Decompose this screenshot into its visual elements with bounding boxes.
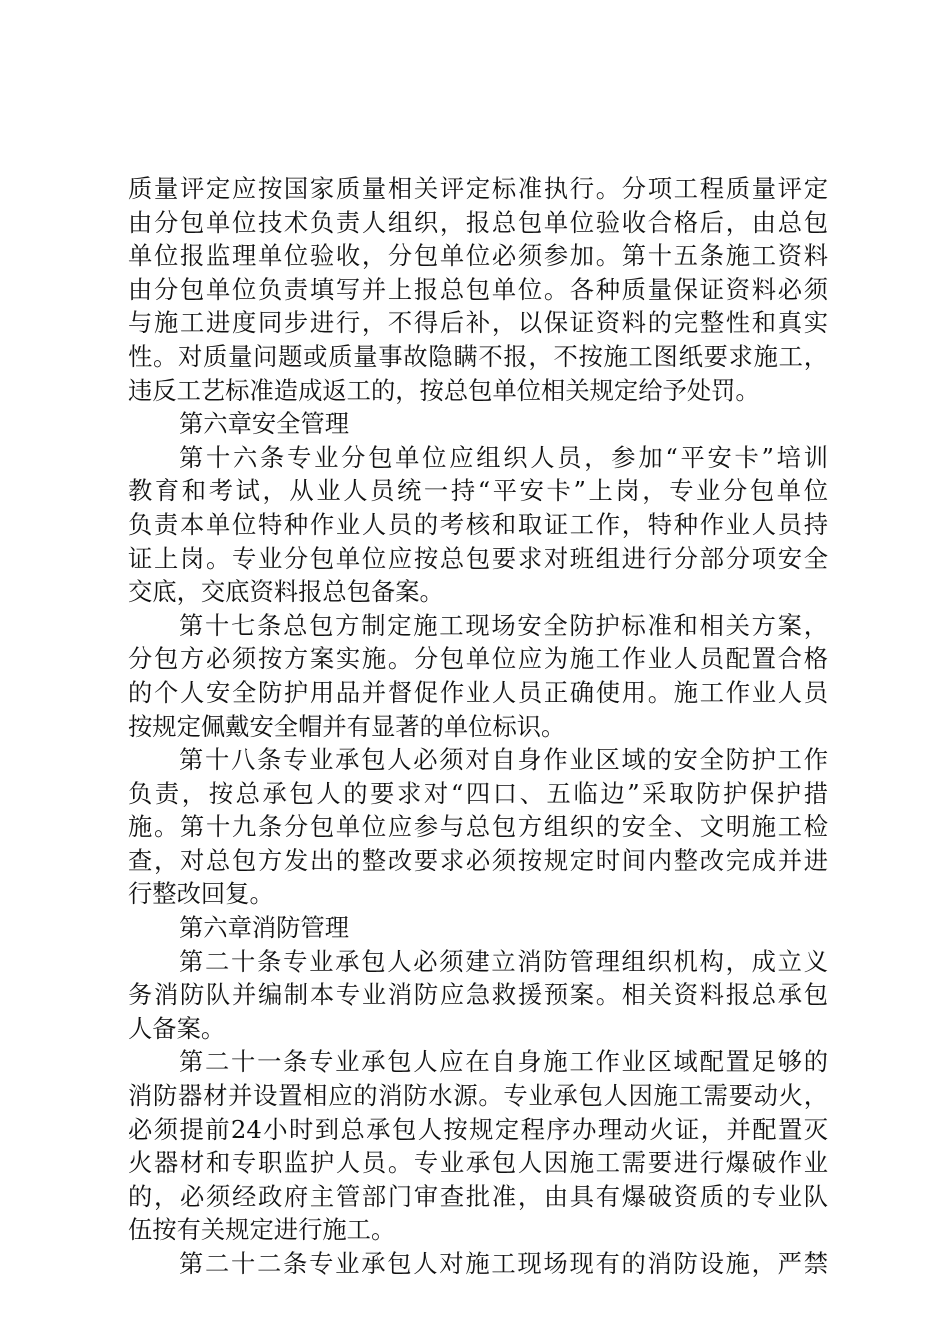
text-line: 由分包单位负责填写并上报总包单位。各种质量保证资料必须 — [128, 274, 828, 304]
text-line: 火器材和专职监护人员。专业承包人因施工需要进行爆破作业 — [128, 1148, 828, 1178]
text-line: 必须提前24小时到总承包人按规定程序办理动火证，并配置灭 — [128, 1114, 828, 1144]
text-line: 质量评定应按国家质量相关评定标准执行。分项工程质量评定 — [128, 174, 828, 203]
text-line: 按规定佩戴安全帽并有显著的单位标识。 — [128, 711, 566, 741]
text-line: 由分包单位技术负责人组织，报总包单位验收合格后，由总包 — [128, 207, 828, 237]
text-line: 与施工进度同步进行，不得后补，以保证资料的完整性和真实 — [128, 308, 828, 338]
text-line: 人备案。 — [128, 1013, 226, 1043]
text-line: 负责本单位特种作业人员的考核和取证工作，特种作业人员持 — [128, 509, 828, 539]
text-line: 务消防队并编制本专业消防应急救援预案。相关资料报总承包 — [128, 980, 828, 1010]
document-body — [128, 172, 828, 1281]
text-line: 的个人安全防护用品并督促作业人员正确使用。施工作业人员 — [128, 677, 828, 707]
text-line: 的，必须经政府主管部门审查批准，由具有爆破资质的专业队 — [128, 1181, 828, 1211]
text-line: 第二十二条专业承包人对施工现场现有的消防设施，严禁 — [179, 1249, 828, 1278]
text-line: 消防器材并设置相应的消防水源。专业承包人因施工需要动火， — [128, 1081, 828, 1111]
text-line: 第二十一条专业承包人应在自身施工作业区域配置足够的 — [179, 1047, 828, 1077]
text-line: 第十七条总包方制定施工现场安全防护标准和相关方案， — [179, 610, 828, 640]
text-line: 伍按有关规定进行施工。 — [128, 1215, 396, 1245]
text-line: 第十六条专业分包单位应组织人员，参加“平安卡”培训 — [179, 442, 828, 472]
text-line: 性。对质量问题或质量事故隐瞒不报，不按施工图纸要求施工， — [128, 341, 828, 371]
text-line: 证上岗。专业分包单位应按总包要求对班组进行分部分项安全 — [128, 543, 828, 573]
text-line: 第二十条专业承包人必须建立消防管理组织机构，成立义 — [179, 946, 828, 976]
text-line: 行整改回复。 — [128, 879, 274, 909]
text-line: 单位报监理单位验收，分包单位必须参加。第十五条施工资料 — [128, 241, 828, 271]
chapter-heading: 第六章消防管理 — [179, 913, 350, 943]
text-line: 交底，交底资料报总包备案。 — [128, 577, 444, 607]
text-line: 教育和考试，从业人员统一持“平安卡”上岗，专业分包单位 — [128, 476, 828, 506]
text-line: 负责，按总承包人的要求对“四口、五临边”采取防护保护措 — [128, 778, 828, 808]
text-line: 违反工艺标准造成返工的，按总包单位相关规定给予处罚。 — [128, 375, 760, 405]
text-line: 施。第十九条分包单位应参与总包方组织的安全、文明施工检 — [128, 812, 828, 842]
text-line: 分包方必须按方案实施。分包单位应为施工作业人员配置合格 — [128, 644, 828, 674]
chapter-heading: 第六章安全管理 — [179, 409, 350, 439]
text-line: 第十八条专业承包人必须对自身作业区域的安全防护工作 — [179, 745, 828, 775]
text-line: 查，对总包方发出的整改要求必须按规定时间内整改完成并进 — [128, 845, 828, 875]
